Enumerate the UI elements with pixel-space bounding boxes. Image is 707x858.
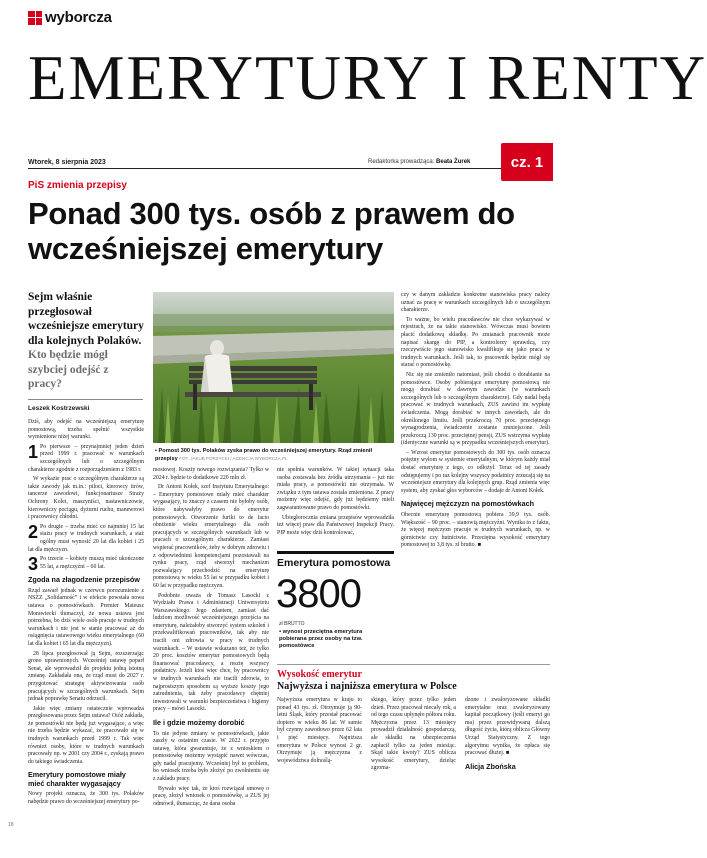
- drop-number: 2: [28, 521, 39, 542]
- lead-main: Sejm właśnie przegłosował wcześniejsze emerytury dla kolejnych Polaków.: [28, 291, 144, 347]
- drop-number: 1: [28, 441, 39, 462]
- photo-caption: ▪ Pomost 300 tys. Polaków zyska prawo do wcześniejszej emerytury. Rząd zmienił przepisy FOT. JAKUB PORZYCKI / AGENCJA WYBORCZA.PL: [155, 448, 373, 462]
- section2-column-3: [465, 697, 550, 827]
- article-column-2: [153, 467, 269, 847]
- paragraph: To ważne, bo wielu pracodawców nie chce wykazywać w rejestrach, że na takie stanowisko. Wówczas musi bowiem płacić dodatkową składkę. Po zmianach pracownik może napisać skargę do PIP, a kontrolerzy sprawdzą, czy rzeczywiście jego stanowisko kwalifikuje się jako praca w trudnych warunkach. Jeśli tak, to pracownik będzie mógł się starać o pomostówkę.: [401, 316, 550, 369]
- section2-column-1: [277, 697, 362, 827]
- paragraph: mostowej. Koszty nowego rozwiązania? Tylko w 2024 r. będzie to dodatkowe 220 mln zł.: [153, 467, 269, 481]
- logo-mark-icon: [28, 11, 42, 25]
- info-box-description: ▪ wynosi przeciętna emerytura pobierana przez osoby na tzw. pomostówce: [279, 629, 363, 650]
- paragraph: Jakie więc zmiany ostatecznie wprowadza przegłosowana przez Sejm ustawa? Otóż zakłada, że pomostówki nie będą już wygasające, a więc nie trzeba będzie wykazać, że pracowało się w trudnych warunkach przed 1999 r. Tak więc również osoby, które w trudnych warunkach pracowały np. w 2001 czy 2004 r., zyskają prawo do takiego świadczenia.: [28, 705, 144, 765]
- subheading: Ile i gdzie możemy dorobić: [153, 718, 245, 727]
- article-column-4: [401, 292, 550, 660]
- paragraph: Podobnie uważa dr Tomasz Lasocki z Wydziału Prawa i Administracji Uniwersytetu Warszawskiego. Jego zdaniem, zamiast dać ludziom możliwość wcześniejszego przejścia na emeryturę, należałoby stworzyć system szkoleń i przekwalifikowań pracowników, tak aby nie tracili oni zdrowia w pracy w trudnych warunkach. – W ustawie wskazano też, że tylko 20 proc. kosztów emerytur pomostowych będą finansować pracodawcy, a resztę wszyscy podatnicy. Jeżeli ktoś więc chce, by pracownicy w trudnych warunkach nie tracili zdrowia, to najprostszym sposobem są wyższe koszty jego zatrudnienia, tak żeby pracodawcy chętniej inwestowali w warunki bezpieczeństwa i higieny pracy – mówi Lasocki.: [153, 592, 269, 713]
- paragraph: Dr Antoni Kołek, szef Instytutu Emerytalnego: – Emerytury pomostowe miały mieć charakter wygasający, to znaczy z czasem nie byłoby osób, które nabywałyby prawo do emerytur pomostowych. Otworzenie furtki to de facto obniżenie wieku emerytalnego dla osób pracujących w szczególnych warunkach lub w pracach o szczególnym charakterze. Zamiast wspierać pracowników, żeby w dobrym zdrowiu i z odpowiednimi kompetencjami pozostawali na rynku pracy, rząd stworzył mechanizm pozwalający przechodzić na emeryturę pomostową w wieku 55 lat w przypadku kobiet i 60 lat w przypadku mężczyzn.: [153, 484, 269, 589]
- wyborcza-logo: [28, 9, 112, 26]
- paragraph: Ubiegłorocznia zmiana przepisów wprowadziła też więcej praw dla Państwowej Inspekcji Pracy. PIP może więc dziś kontrolować,: [277, 514, 394, 536]
- paragraph: czy w danym zakładzie konkretne stanowiska pracy należy uznać za pracę w warunkach szczególnych lub o szczególnym charakterze.: [401, 292, 550, 314]
- paragraph: Rząd zawarł jednak w czerwcu porozumienie z NSZZ „Solidarność” i w efekcie powstała nowa ustawa o pomostówkach. Premier Mateusz Morawiecki tłumaczył, że nowa ustawa jest potrzebna, bo dziś wiele osób pracuje w trudnych warunkach i nie jest w stanie pracować aż do osiągnięcia ustawowego wieku emerytalnego (60 lat dla kobiet i 65 lat dla mężczyzn).: [28, 587, 144, 647]
- article-column-1: [28, 419, 144, 827]
- info-box-title: Emerytura pomostowa: [277, 551, 394, 569]
- subheading: Zgoda na złagodzenie przepisów: [28, 575, 140, 585]
- paragraph-numbered: 3 Po trzecie – kobiety muszą mieć ukończone 55 lat, a mężczyźni – 60 lat.: [28, 554, 144, 575]
- paragraph: W wykazie prac o szczególnym charakterze są takie zawody jak m.in.: piloci, kierowcy tirów, tancerze zawodowi, funkcjonariusze Straży Ochrony Kolei, maszyniści, nastawniczowie, kierowniczy pociągu, dyżurni ruchu, manewrowi i pracownicy chłodni.: [28, 476, 144, 521]
- article-photo: [153, 292, 394, 443]
- section2-title: Najwyższa i najniższa emerytura w Polsce: [277, 681, 457, 692]
- photo-bench-meadow: [153, 292, 394, 443]
- editor-label: Redaktorka prowadząca:: [368, 159, 435, 165]
- paragraph-numbered: 2 Po drugie – trzeba mieć co najmniej 15 lat stażu pracy w trudnych warunkach, a staż ogólny musi wynosić 20 lat dla kobiet i 25 lat dla mężczyzn.: [28, 521, 144, 553]
- info-box-unit: zł BRUTTO: [279, 621, 305, 627]
- info-box-value: 3800: [276, 572, 361, 616]
- editor-credit: [368, 159, 470, 165]
- section-divider: [277, 664, 550, 665]
- paragraph: To nie jedyne zmiany w pomostówkach, jakie zaszły w ostatnim czasie. W 2022 r. przyjęto ustawę, która gwarantuje, że z wnioskiem o pomostówkę możemy wystąpić nawet wówczas, gdy nadal pracujemy. Wcześniej był to problem, bo wniosek trzeba było złożyć po zwolnieniu się z zakładu pracy.: [153, 730, 269, 783]
- paragraph: Bywało więc tak, że ktoś rozwiązał umowę o pracę, złożył wniosek o pomostówkę, a ZUS jej odmówił, tłumacząc, że dana osoba: [153, 785, 269, 807]
- drop-number: 3: [28, 554, 39, 575]
- paragraph: Dziś, aby odejść na wcześniejszą emeryturę pomostową, trzeba spełnić wszystkie wymienione niżej warunki.: [28, 419, 144, 441]
- section2-column-2: [371, 697, 456, 827]
- article-kicker: PiS zmienia przepisy: [28, 180, 127, 191]
- masthead: [28, 38, 707, 120]
- paragraph: Obecnie emeryturę pomostową pobiera 39,9 tys. osób. Większość – 90 proc. – stanowią mężczyźni. Wynika to z faktu, że więcej mężczyzn pracuje w trudnych warunkach, np. w górnictwie czy hutnictwie. Przeciętna wysokość emerytury pomostowej to 3,8 tys. zł brutto. ■: [401, 511, 550, 549]
- paragraph: Nowy projekt oznacza, że 300 tys. Polaków nabędzie prawo do wcześniejszej emerytury po-: [28, 791, 144, 806]
- article-author: Leszek Kostrzewski: [28, 405, 90, 412]
- photo-credit: FOT. JAKUB PORZYCKI / AGENCJA WYBORCZA.PL: [179, 456, 288, 461]
- paragraph: Nic się nie zmieniło natomiast, jeśli chodzi o dorabianie na pomostówce. Osoby pobierające emeryturę pomostową nie mogą dorabiać w dawnym zawodzie (w warunkach szczególnych lub o szczególnym charakterze). Gdy nadal będą pracować w trudnych warunkach, ZUS zawiesi im wypłatę świadczenia. Mogą dorabiać w innych zawodach, ale do określonego limitu. Jeśli przekroczą 70 proc. przeciętnego wynagrodzenia, świadczenie zostanie zmniejszone. Jeśli przekroczą 130 proc. przeciętnej pensji, ZUS wstrzyma wypłatę (identyczne warunki są w przypadku wcześniejszych emerytur).: [401, 371, 550, 447]
- page-number: 18: [8, 822, 14, 828]
- editor-name: Beata Żurek: [436, 159, 471, 165]
- author-divider: [28, 399, 143, 400]
- paragraph: Najwyższa emerytura w kraju to ponad 43 tys. zł. Otrzymuje ją 90-letni Śląsk, który przestał pracować dopiero w wieku 86 lat. W sumie był czynny zawodowo przez 62 lata i pięć miesięcy. Najniższa emerytura w Polsce wynosi 2 gr. Otrzymuje ją mężczyzna z województwa dolnoślą-: [277, 697, 362, 764]
- paragraph: skiego, który przez tylko jeden dzień. Przez pracował niecały rok, a od tego czasu upłynęło półtora roku. Mężczyzna przez 13 miesięcy prowadził działalność gospodarczą, ale składki na ubezpieczenia zapłacił tylko za jeden miesiąc. Skąd takie kwoty? ZUS oblicza wysokość emerytury, dzieląc zgroma-: [371, 697, 456, 772]
- paragraph: nie spełnia warunków. W takiej sytuacji taka osoba zostawała bez źródła utrzymania – już nie miała pracy, a pomostówki nie otrzymała. W związku z tym ustawa została zmieniona. Z pracy możemy więc odejść, gdy już będziemy mieli zagwarantowane prawo do pomostówki.: [277, 467, 394, 511]
- header-divider: [28, 168, 550, 169]
- article-lead: [28, 290, 144, 392]
- paragraph: 28 lipca przegłosował ją Sejm, rozszerzając grono uprawnionych. Wcześniej ustawę poparł Senat, ale wprowadził do projektu jedną istotną zmianę. Zakładała ona, że rząd musi do 2027 r. przygotować strategię aktywizowania osób pracujących w szczególnych warunkach. Sejm jednak poprawkę Senatu odrzucił.: [28, 650, 144, 703]
- issue-date: Wtorek, 8 sierpnia 2023: [28, 159, 106, 166]
- paragraph: dzone i zwaloryzowane składki emerytalne oraz zwaloryzowany kapitał początkowy (jeśli emeryt go ma) przez przewidywaną dalszą długość życia, którą oblicza Główny Urząd Statystyczny. Z tego algorytmu wynika, że opłaca się pracować dłużej. ■: [465, 697, 550, 757]
- subheading: Najwięcej mężczyzn na pomostówkach: [401, 499, 535, 509]
- brand-name: wyborcza: [45, 9, 112, 26]
- part-badge: cz. 1: [501, 143, 553, 181]
- masthead-title: EMERYTURY I RENTY: [28, 43, 707, 113]
- article-headline: Ponad 300 tys. osób z prawem do wcześniejszej emerytury: [28, 196, 515, 266]
- section2-kicker: Wysokość emerytur: [277, 669, 362, 680]
- subheading: Emerytury pomostowe miały mieć charakter wygasający: [28, 770, 126, 788]
- section2-author: Alicja Zbońska: [465, 761, 516, 771]
- article-column-3: [277, 467, 394, 549]
- paragraph: – Wzrost emerytur pomostowych do 300 tys. osób oznacza potężny wyłom w systemie emerytalnym, w którym każdy miał dostać emeryturę z tego, co odłożył. Teraz od tej zasady odstępujemy i po raz kolejny wszyscy podatnicy zrzucają się na wcześniejsze emerytury dla kolejnych grup. Rząd zmienia więc system, aby zyskać głos wyborców – dodaje dr Antoni Kołek.: [401, 449, 550, 494]
- caption-text: Pomost 300 tys. Polaków zyska prawo do wcześniejszej emerytury. Rząd zmienił przepisy: [155, 448, 373, 462]
- paragraph-numbered: 1 Po pierwsze – przynajmniej jeden dzień przed 1999 r. pracować w warunkach szczególnych lub o szczególnym charakterze zgodnie z rozporządzeniem z 1983 r.: [28, 441, 144, 473]
- lead-question: Kto będzie mógł szybciej odejść z pracy?: [28, 349, 109, 390]
